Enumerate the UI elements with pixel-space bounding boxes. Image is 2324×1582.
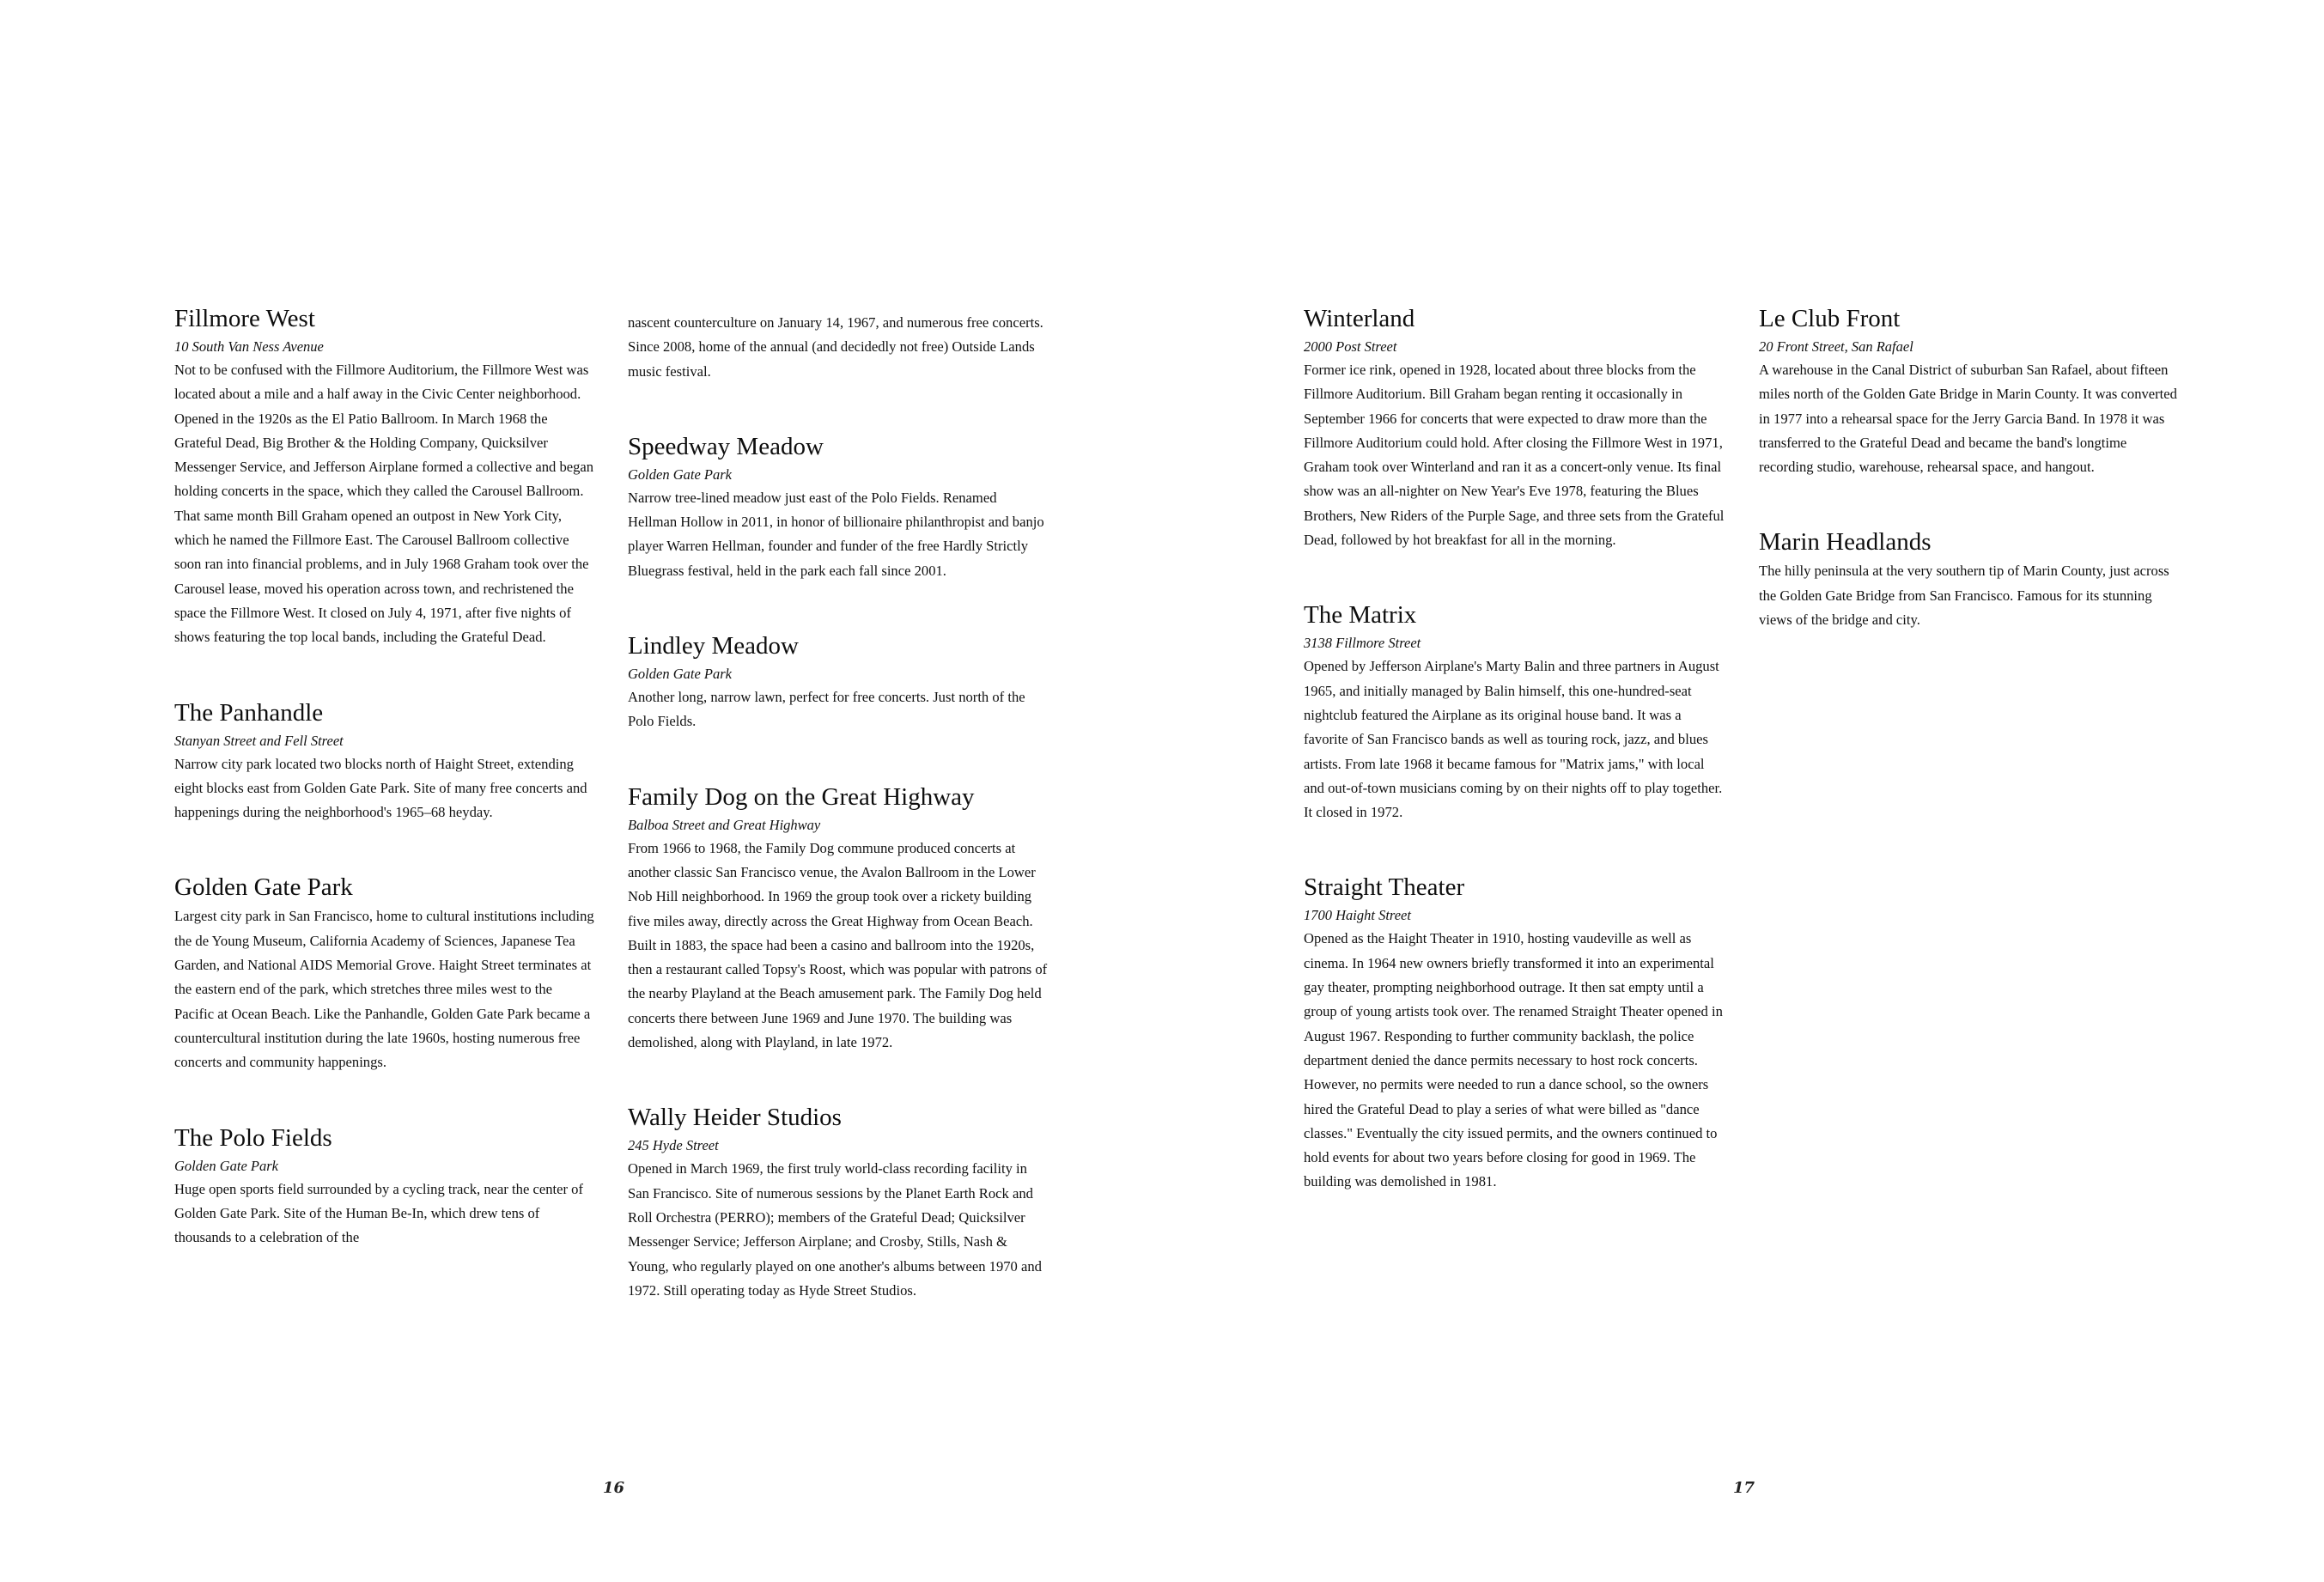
entry-description: A warehouse in the Canal District of suburban San Rafael, about fifteen miles north of the Golden Gate Bridge in Marin County. It was converted in 1977 into a rehearsal space for the Jerry Garcia Band. In 1978 it was transferred to the Grateful Dead and became the band's longtime recording studio, warehouse, rehearsal space, and hangout. (1759, 362, 2177, 476)
entry-description: Opened as the Haight Theater in 1910, hosting vaudeville as well as cinema. In 1964 new owners briefly transformed it into an experimental gay theater, prompting neighborhood outrage. It then sat empty until a group of young artists took over. The renamed Straight Theater opened in August 1967. Responding to further community backlash, the police department denied the dance permits necessary to host rock concerts. However, no permits were needed to run a dance school, so the owners hired the Grateful Dead to play a series of what were billed as "dance classes." Eventually the city issued permits, and the owners continued to hold events for about two years before closing for good in 1969. The building was demolished in 1981. (1304, 930, 1723, 1190)
continued-text: nascent counterculture on January 14, 1967, and numerous free concerts. Since 2008, home of the annual (and decidedly not free) Outside Lands music festival. (628, 314, 1043, 380)
entry-address: Golden Gate Park (174, 1157, 278, 1174)
entry-marin-headlands (1759, 527, 2180, 632)
entry-description: Narrow tree-lined meadow just east of the Polo Fields. Renamed Hellman Hollow in 2011, in honor of billionaire philanthropist and banjo player Warren Hellman, founder and funder of the free Hardly Strictly Bluegrass festival, held in the park each fall since 2001. (628, 489, 1044, 579)
entry-the-panhandle (174, 698, 595, 825)
entry-address: 1700 Haight Street (1304, 907, 1411, 924)
entry-lindley-meadow (628, 631, 1049, 734)
entry-golden-gate-park (174, 873, 595, 1074)
entry-description: Opened by Jefferson Airplane's Marty Balin and three partners in August 1965, and initially managed by Balin himself, this one-hundred-seat nightclub featured the Airplane as its original house band. It was a favorite of San Francisco bands as well as touring rock, jazz, and blues artists. From late 1968 it became famous for "Matrix jams," with local and out-of-town musicians coming by on their nights off to play together. It closed in 1972. (1304, 658, 1723, 821)
entry-address: Golden Gate Park (628, 465, 732, 483)
left-page-column-2 (628, 311, 1049, 1351)
right-page-column-2 (1759, 304, 2180, 680)
entry-address: 20 Front Street, San Rafael (1759, 338, 1913, 355)
entry-the-polo-fields (174, 1123, 595, 1250)
entry-address: Balboa Street and Great Highway (628, 816, 821, 833)
entry-title: Speedway Meadow (628, 432, 824, 460)
entry-speedway-meadow (628, 432, 1049, 583)
entry-title: The Polo Fields (174, 1123, 332, 1152)
entry-title: Family Dog on the Great Highway (628, 782, 975, 811)
entry-straight-theater (1304, 873, 1725, 1194)
entry-description: From 1966 to 1968, the Family Dog commune produced concerts at another classic San Francisco venue, the Avalon Ballroom in the Lower Nob Hill neighborhood. In 1969 the group took over a rickety building five miles away, directly across the Great Highway from Ocean Beach. Built in 1883, the space had been a casino and ballroom into the 1920s, then a restaurant called Topsy's Roost, which was popular with patrons of the nearby Playland at the Beach amusement park. The Family Dog held concerts there between June 1969 and June 1970. The building was demolished, along with Playland, in late 1972. (628, 839, 1048, 1051)
entry-address: 3138 Fillmore Street (1304, 635, 1421, 652)
entry-address: Golden Gate Park (628, 666, 732, 683)
entry-title: Wally Heider Studios (628, 1104, 842, 1132)
entry-wally-heider-studios (628, 1103, 1049, 1303)
entry-fillmore-west (174, 304, 595, 650)
entry-description: Opened in March 1969, the first truly world-class recording facility in San Francisco. Site of numerous sessions by the Planet Earth Rock and Roll Orchestra (PERRO); members of the Grateful Dead; Quicksilver Messenger Service; Jefferson Airplane; and Crosby, Stills, Nash & Young, who regularly played on one another's albums between 1970 and 1972. Still operating today as Hyde Street Studios. (628, 1160, 1042, 1299)
entry-address: 245 Hyde Street (628, 1137, 719, 1154)
entry-description: Not to be confused with the Fillmore Auditorium, the Fillmore West was located about a mile and a half away in the Civic Center neighborhood. Opened in the 1920s as the El Patio Ballroom. In March 1968 the Grateful Dead, Big Brother & the Holding Company, Quicksilver Messenger Service, and Jefferson Airplane formed a collective and began holding concerts in the space, which they called the Carousel Ballroom. That same month Bill Graham opened an outpost in New York City, which he named the Fillmore East. The Carousel Ballroom collective soon ran into financial problems, and in July 1968 Graham took over the Carousel lease, moved his operation across town, and rechristened the space the Fillmore West. It closed on July 4, 1971, after five nights of shows featuring the top local bands, including the Grateful Dead. (174, 362, 594, 646)
entry-le-club-front (1759, 304, 2180, 479)
entry-description: Narrow city park located two blocks north of Haight Street, extending eight blocks east from Golden Gate Park. Site of many free concerts and happenings during the neighborhood's 1965–68 heyday. (174, 755, 587, 821)
entry-description: Huge open sports field surrounded by a cycling track, near the center of Golden Gate Park. Site of the Human Be-In, which drew tens of thousands to a celebration of the (174, 1180, 583, 1246)
entry-family-dog (628, 782, 1049, 1056)
entry-title: Le Club Front (1759, 305, 1901, 332)
entry-title: Lindley Meadow (628, 632, 799, 660)
entry-title: Fillmore West (174, 305, 315, 332)
page-number: 16 (603, 1479, 625, 1497)
entry-title: The Matrix (1304, 601, 1417, 630)
entry-title: The Panhandle (174, 698, 324, 727)
page-number: 17 (1733, 1479, 1755, 1497)
entry-address: 2000 Post Street (1304, 338, 1397, 355)
left-page-column-1 (174, 304, 595, 1298)
entry-title: Straight Theater (1304, 873, 1465, 902)
entry-title: Winterland (1304, 305, 1415, 332)
entry-address: Stanyan Street and Fell Street (174, 732, 344, 749)
entry-address: 10 South Van Ness Avenue (174, 338, 324, 355)
entry-description: Former ice rink, opened in 1928, located about three blocks from the Fillmore Auditorium. Bill Graham began renting it occasionally in September 1966 for concerts that were expected to draw more than the Fillmore Auditorium could hold. After closing the Fillmore West in 1971, Graham took over Winterland and ran it as a concert-only venue. Its final show was an all-nighter on New Year's Eve 1978, featuring the Blues Brothers, New Riders of the Purple Sage, and three sets from the Grateful Dead, followed by hot breakfast for all in the morning. (1304, 362, 1725, 549)
right-page-column-1 (1304, 304, 1725, 1243)
entry-description: Another long, narrow lawn, perfect for free concerts. Just north of the Polo Fields. (628, 689, 1025, 730)
entry-title: Marin Headlands (1759, 528, 1932, 557)
entry-description: Largest city park in San Francisco, home to cultural institutions including the de Young Museum, California Academy of Sciences, Japanese Tea Garden, and National AIDS Memorial Grove. Haight Street terminates at the eastern end of the park, which stretches three miles west to the Pacific at Ocean Beach. Like the Panhandle, Golden Gate Park became a countercultural institution during the late 1960s, hosting numerous free concerts and community happenings. (174, 908, 594, 1071)
entry-description: The hilly peninsula at the very southern tip of Marin County, just across the Golden Gate Bridge from San Francisco. Famous for its stunning views of the bridge and city. (1759, 563, 2169, 629)
entry-winterland (1304, 304, 1725, 552)
entry-the-matrix (1304, 600, 1725, 824)
right-page (1162, 0, 2324, 1582)
entry-title: Golden Gate Park (174, 873, 353, 902)
